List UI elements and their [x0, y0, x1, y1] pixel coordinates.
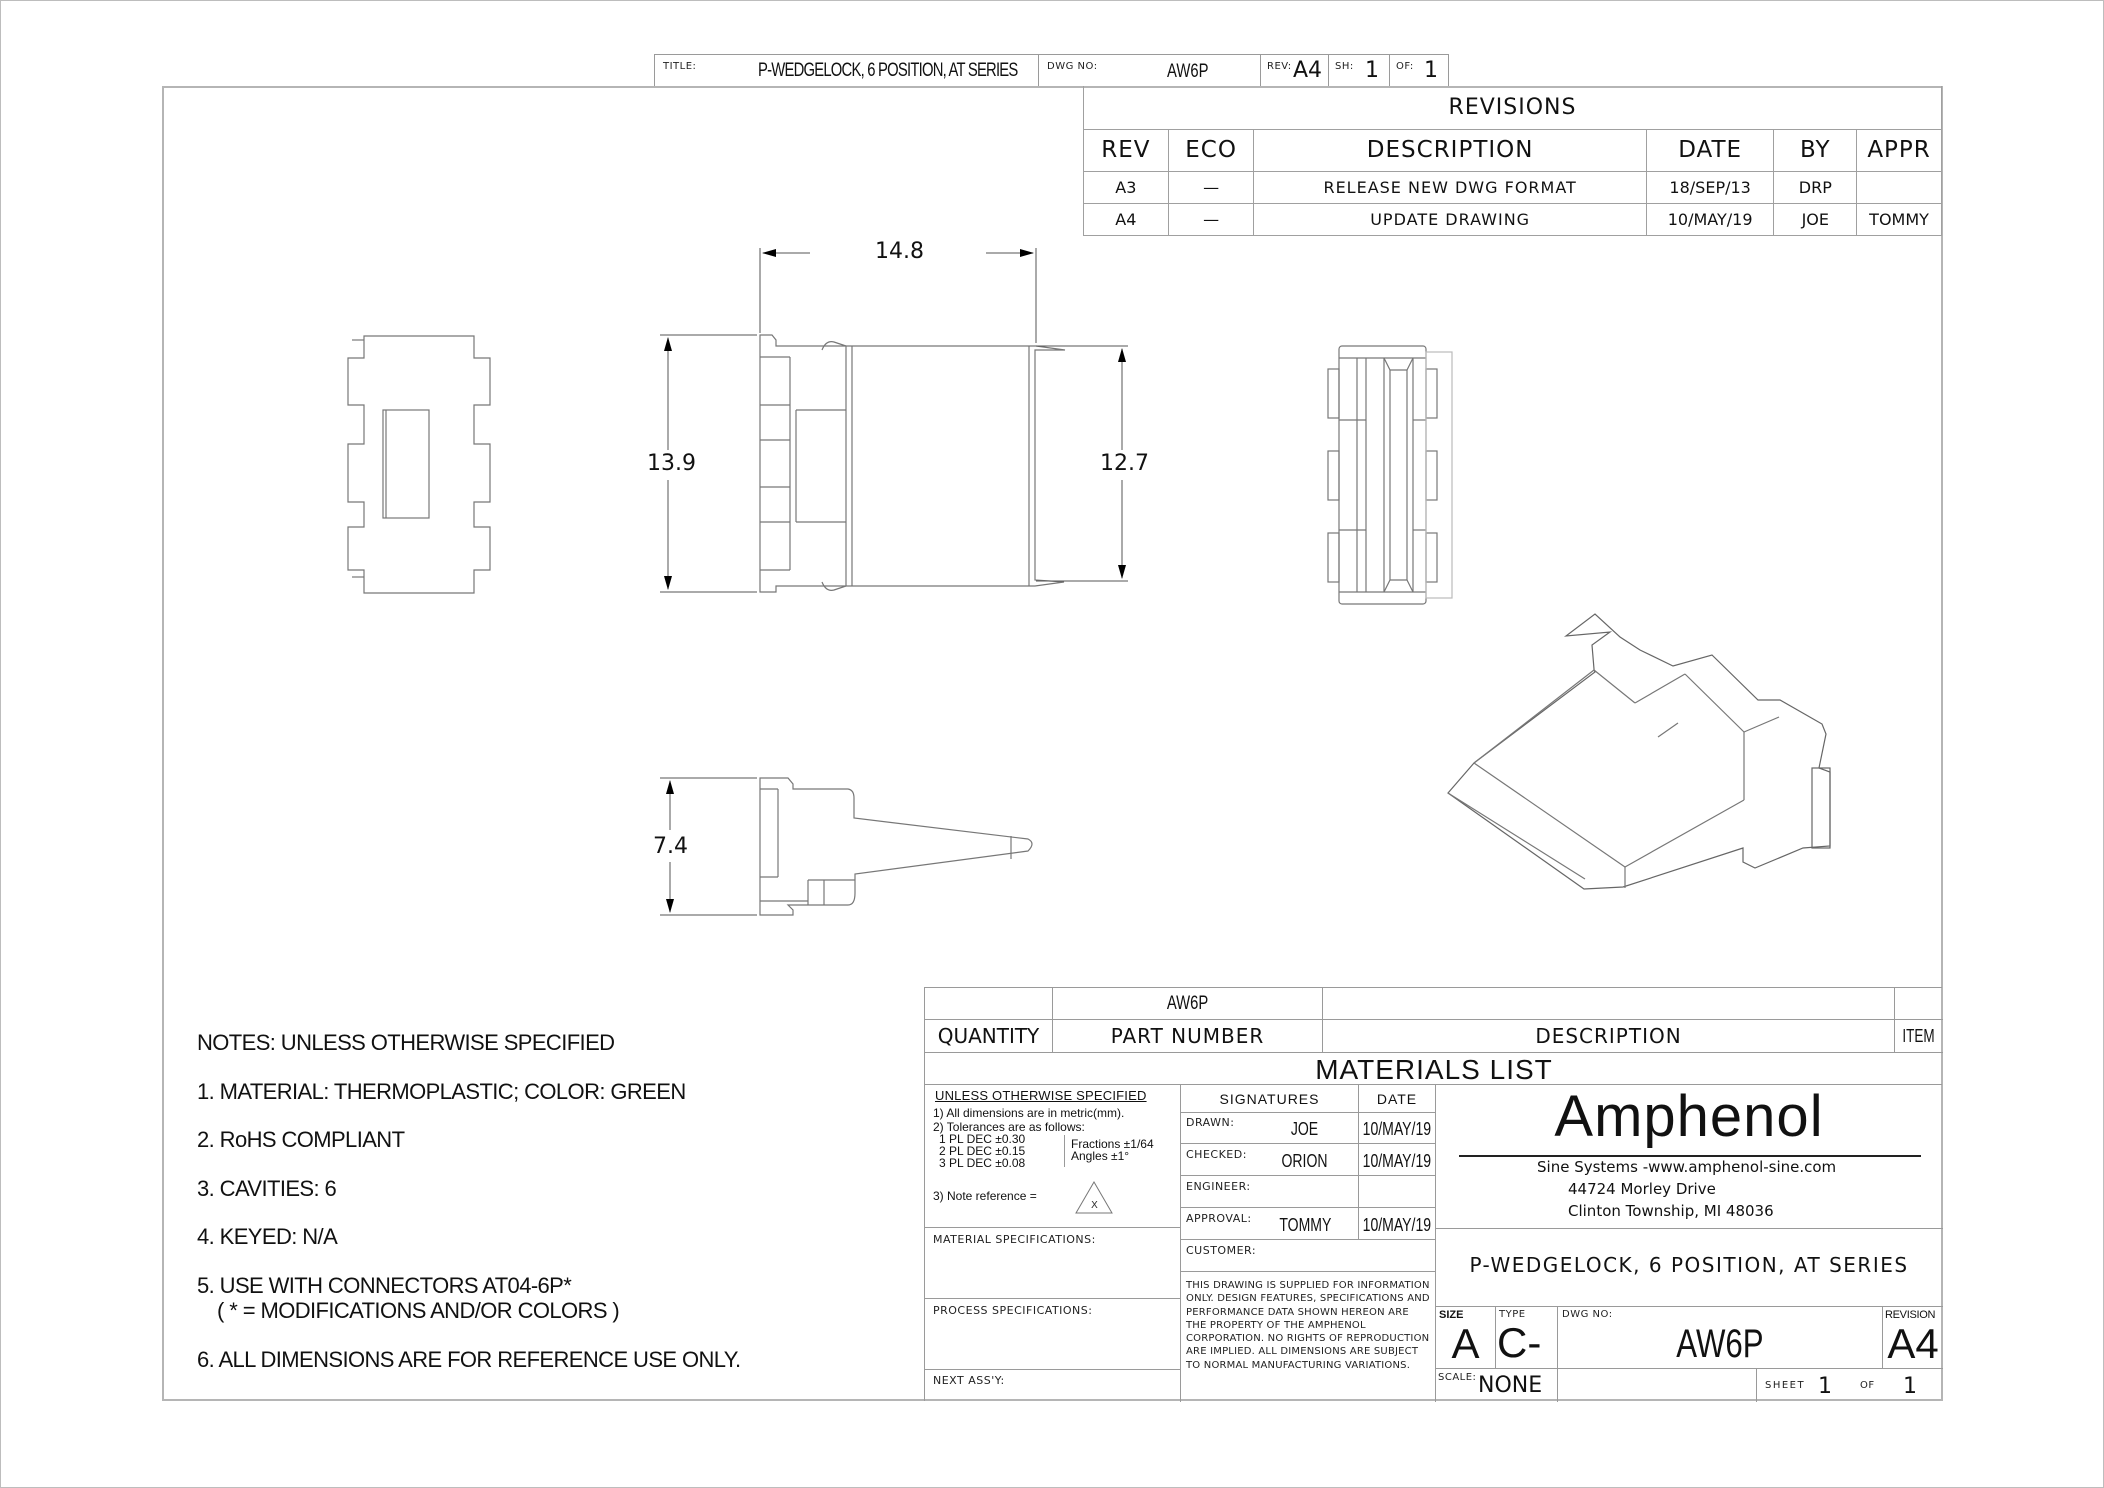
note-reference-triangle-icon — [1074, 1181, 1114, 1215]
company-division: Sine Systems -www.amphenol-sine.com — [1537, 1158, 1837, 1176]
revision-value: A4 — [1887, 1320, 1939, 1367]
sheet-label: SH: — [1335, 61, 1354, 72]
note-reference-label: 3) Note reference = — [933, 1189, 1037, 1203]
tolerance-fractions: Fractions ±1/64 — [1071, 1137, 1154, 1151]
drawn-name: JOE — [1291, 1118, 1319, 1139]
drawing-title: P-WEDGELOCK, 6 POSITION, AT SERIES — [1469, 1253, 1909, 1277]
by-cell: JOE — [1774, 203, 1857, 235]
appr-cell — [1857, 171, 1942, 203]
dimension-height-right: 12.7 — [1097, 451, 1152, 476]
title-label: TITLE: — [663, 61, 697, 72]
company-address-line-2: Clinton Township, MI 48036 — [1568, 1202, 1774, 1220]
note-item: 2. RoHS COMPLIANT — [197, 1127, 405, 1152]
of-label: OF: — [1396, 61, 1414, 72]
title-block — [924, 1084, 1942, 1401]
note-item: 3. CAVITIES: 6 — [197, 1176, 337, 1201]
by-cell: DRP — [1774, 171, 1857, 203]
appr-cell: TOMMY — [1857, 203, 1942, 235]
checked-name: ORION — [1281, 1150, 1329, 1171]
sheet-label: SHEET — [1765, 1380, 1806, 1391]
svg-text:X: X — [1091, 1200, 1098, 1211]
disclaimer-text: THIS DRAWING IS SUPPLIED FOR INFORMATION ONLY. DESIGN FEATURES, SPECIFICATIONS AND PERFORMANCE DATA SHOWN HEREON ARE THE PROPERTY OF THE AMPHENOL CORPORATION. NO RIGHTS OF REPRODUCTION ARE IMPLIED. ALL DIMENSIONS ARE SUBJECT TO NORMAL MANUFACTURING VARIATIONS. — [1186, 1280, 1430, 1371]
of-label: OF — [1860, 1380, 1875, 1391]
dimension-height-side: 7.4 — [650, 834, 691, 859]
col-rev: REV — [1084, 129, 1169, 171]
checked-label: CHECKED: — [1186, 1148, 1247, 1161]
rev-cell — [1261, 55, 1329, 86]
of-value: 1 — [1424, 58, 1438, 83]
note-item: 5. USE WITH CONNECTORS AT04-6P* — [197, 1273, 572, 1298]
rev-cell: A4 — [1084, 203, 1169, 235]
sheet-value: 1 — [1365, 58, 1379, 83]
dimension-width: 14.8 — [872, 239, 927, 264]
revision-label: REVISION — [1885, 1309, 1936, 1321]
next-assy-label: NEXT ASS'Y: — [933, 1374, 1005, 1387]
tolerance-line-2: 2) Tolerances are as follows: — [933, 1120, 1085, 1134]
note-item: 6. ALL DIMENSIONS ARE FOR REFERENCE USE ONLY. — [197, 1347, 741, 1372]
material-specifications-label: MATERIAL SPECIFICATIONS: — [933, 1233, 1096, 1246]
tolerance-dec-1: 1 PL DEC ±0.30 — [939, 1132, 1026, 1146]
note-item: 1. MATERIAL: THERMOPLASTIC; COLOR: GREEN — [197, 1079, 686, 1104]
tolerance-line-1: 1) All dimensions are in metric(mm). — [933, 1106, 1125, 1120]
dwg-no-value: AW6P — [1167, 61, 1209, 82]
size-value: A — [1451, 1320, 1480, 1367]
header-part-number: PART NUMBER — [1110, 1024, 1265, 1048]
dwg-no-cell — [1039, 55, 1261, 86]
revisions-table — [1083, 86, 1942, 236]
col-appr: APPR — [1857, 129, 1942, 171]
dwg-no-label: DWG NO: — [1562, 1309, 1613, 1320]
materials-list — [924, 987, 1942, 1085]
rev-cell: A3 — [1084, 171, 1169, 203]
rev-value: A4 — [1293, 58, 1323, 83]
header-item: ITEM — [1902, 1025, 1935, 1046]
sheet-value: 1 — [1818, 1374, 1832, 1399]
rev-label: REV: — [1267, 61, 1292, 72]
header-description: DESCRIPTION — [1535, 1024, 1682, 1048]
tolerance-dec-2: 2 PL DEC ±0.15 — [939, 1144, 1026, 1158]
col-description: DESCRIPTION — [1254, 129, 1646, 171]
tolerance-dec-3: 3 PL DEC ±0.08 — [939, 1156, 1026, 1170]
tolerance-decimals — [939, 1133, 1025, 1169]
col-by: BY — [1774, 129, 1857, 171]
dimension-height-left: 13.9 — [644, 451, 699, 476]
revision-row — [1084, 171, 1942, 203]
description-cell: UPDATE DRAWING — [1254, 203, 1646, 235]
header-quantity: QUANTITY — [937, 1024, 1040, 1048]
approval-name: TOMMY — [1278, 1214, 1331, 1235]
company-logo: Amphenol — [1554, 1083, 1824, 1149]
tolerance-angles: Angles ±1° — [1071, 1149, 1130, 1163]
col-date: DATE — [1646, 129, 1774, 171]
drawn-label: DRAWN: — [1186, 1116, 1235, 1129]
signatures-date-heading: DATE — [1376, 1090, 1418, 1107]
signatures-heading: SIGNATURES — [1219, 1090, 1320, 1107]
revisions-header-row — [1084, 129, 1942, 171]
title-strip — [654, 54, 1449, 86]
tolerance-angular — [1071, 1138, 1154, 1162]
dwg-no-label: DWG NO: — [1047, 61, 1098, 72]
engineer-label: ENGINEER: — [1186, 1180, 1251, 1193]
drawn-date: 10/MAY/19 — [1362, 1118, 1432, 1139]
date-cell: 18/SEP/13 — [1646, 171, 1774, 203]
type-value: C- — [1497, 1319, 1542, 1366]
col-eco: ECO — [1168, 129, 1254, 171]
description-cell: RELEASE NEW DWG FORMAT — [1254, 171, 1646, 203]
sheet-cell — [1329, 55, 1390, 86]
materials-part-number-value: AW6P — [1166, 992, 1209, 1014]
approval-date: 10/MAY/19 — [1362, 1214, 1432, 1235]
materials-list-title: MATERIALS LIST — [1315, 1053, 1553, 1085]
revisions-title: REVISIONS — [1084, 86, 1942, 129]
process-specifications-label: PROCESS SPECIFICATIONS: — [933, 1304, 1093, 1317]
size-label: SIZE — [1439, 1309, 1464, 1321]
note-item: 4. KEYED: N/A — [197, 1224, 338, 1249]
note-item: ( * = MODIFICATIONS AND/OR COLORS ) — [217, 1298, 620, 1323]
of-value: 1 — [1903, 1374, 1917, 1399]
dwg-no-value: AW6P — [1676, 1321, 1764, 1366]
eco-cell: — — [1168, 203, 1254, 235]
title-cell — [655, 55, 1039, 86]
tolerances-heading: UNLESS OTHERWISE SPECIFIED — [935, 1088, 1147, 1103]
revision-row — [1084, 203, 1942, 235]
eco-cell: — — [1168, 171, 1254, 203]
scale-value: NONE — [1478, 1373, 1543, 1398]
date-cell: 10/MAY/19 — [1646, 203, 1774, 235]
notes-heading: NOTES: UNLESS OTHERWISE SPECIFIED — [197, 1030, 615, 1055]
scale-label: SCALE: — [1438, 1372, 1477, 1383]
type-label: TYPE — [1499, 1309, 1526, 1320]
approval-label: APPROVAL: — [1186, 1212, 1252, 1225]
customer-label: CUSTOMER: — [1186, 1244, 1257, 1257]
company-address-line-1: 44724 Morley Drive — [1568, 1180, 1716, 1198]
title-value: P-WEDGELOCK, 6 POSITION, AT SERIES — [758, 60, 1018, 81]
checked-date: 10/MAY/19 — [1362, 1150, 1432, 1171]
of-cell — [1390, 55, 1448, 86]
